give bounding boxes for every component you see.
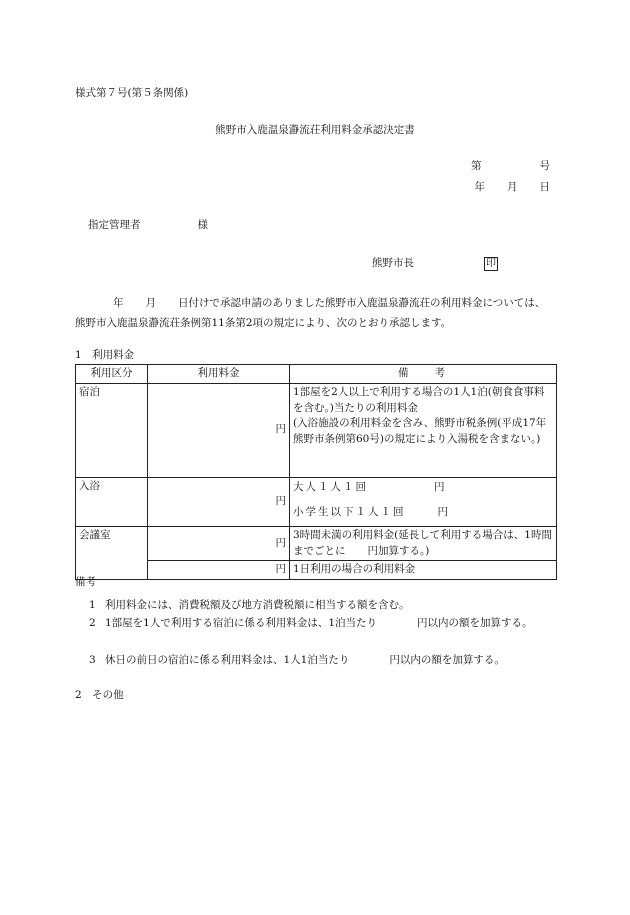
fee-table [75, 364, 557, 580]
fee-meeting-yen-2: 円 [148, 561, 290, 580]
body-month: 月 [145, 297, 156, 309]
number-go: 号 [539, 160, 550, 172]
table-header-row [76, 365, 557, 384]
meeting-note-1b: 円加算する。) [367, 544, 430, 557]
bathing-child-yen: 円 [437, 505, 448, 518]
table-row-meeting-2 [76, 561, 557, 580]
body-text: 日付けで承認申請のありました熊野市入鹿温泉瀞流荘の利用料金については、熊野市入鹿温泉瀞流荘条例第11条第2項の規定により、次のとおり承認します。 [75, 297, 546, 330]
table-row-meeting-1 [76, 526, 557, 561]
remarks-lodging [290, 383, 557, 477]
lodging-note-1: 1部屋を2人以上で利用する場合の1人1泊(朝食食事料を含む。)当たりの利用料金 [293, 385, 545, 414]
remarks-meeting-1 [290, 526, 557, 561]
meeting-note-2: 1日利用の場合の利用料金 [290, 561, 557, 580]
addressee-name: 指定管理者 [88, 219, 141, 231]
header-remarks: 備考 [290, 365, 557, 384]
body-paragraph [75, 293, 553, 334]
table-row-bathing [76, 477, 557, 526]
category-bathing: 入浴 [76, 477, 148, 526]
section-1-heading: 1 利用料金 [75, 349, 135, 361]
meeting-note-1a: 3時間未満の利用料金(延長して利用する場合は、1時間までごとに [293, 528, 552, 557]
issuer-name: 熊野市長 [372, 257, 414, 269]
fee-bathing-yen: 円 [148, 477, 290, 526]
fee-lodging-yen: 円 [148, 383, 290, 477]
document-number-line [471, 159, 550, 175]
remark-2-text-a: 1部屋を1人で利用する宿泊に係る利用料金は、1泊当たり [105, 617, 378, 629]
remarks-bathing [290, 477, 557, 526]
bathing-adult-yen: 円 [434, 480, 445, 493]
issuer [372, 256, 498, 272]
addressee [88, 218, 208, 234]
fee-meeting-yen-1: 円 [148, 526, 290, 561]
remark-2-number: 2 [89, 617, 96, 629]
table-row-lodging [76, 383, 557, 477]
lodging-note-2: (入浴施設の利用料金を含み、熊野市税条例(平成17年熊野市条例第60号)の規定により入湯税を含まない。) [293, 417, 547, 445]
category-lodging: 宿泊 [76, 383, 148, 477]
section-2-heading: 2 その他 [75, 689, 124, 701]
addressee-honorific: 様 [197, 219, 208, 231]
remark-2 [89, 614, 556, 632]
document-title: 熊野市入鹿温泉瀞流荘利用料金承認決定書 [215, 124, 415, 136]
remark-3-text-b: 円以内の額を加算する。 [389, 654, 505, 666]
body-year: 年 [113, 297, 124, 309]
bathing-child: 小学生以下１人１回 [293, 505, 406, 518]
header-category: 利用区分 [76, 365, 148, 384]
remark-3 [89, 651, 556, 669]
remark-3-number: 3 [89, 654, 96, 666]
date-year: 年 [474, 181, 485, 193]
date-day: 日 [539, 181, 550, 193]
remarks-heading: 備考 [75, 576, 96, 588]
seal-mark: 印 [484, 257, 498, 272]
remark-3-text-a: 休日の前日の宿泊に係る利用料金は、1人1泊当たり [105, 654, 350, 666]
date-month: 月 [507, 181, 518, 193]
remark-2-text-b: 円以内の額を加算する。 [417, 617, 533, 629]
form-number: 様式第７号(第５条関係) [75, 87, 189, 99]
category-meeting: 会議室 [76, 526, 148, 580]
number-dai: 第 [471, 160, 482, 172]
remark-1-text: 利用料金には、消費税額及び地方消費税額に相当する額を含む。 [105, 599, 410, 611]
header-fee: 利用料金 [148, 365, 290, 384]
remark-1-number: 1 [89, 599, 96, 611]
bathing-adult: 大人１人１回 [293, 480, 368, 493]
date-line [475, 180, 551, 196]
remark-1 [89, 596, 556, 614]
